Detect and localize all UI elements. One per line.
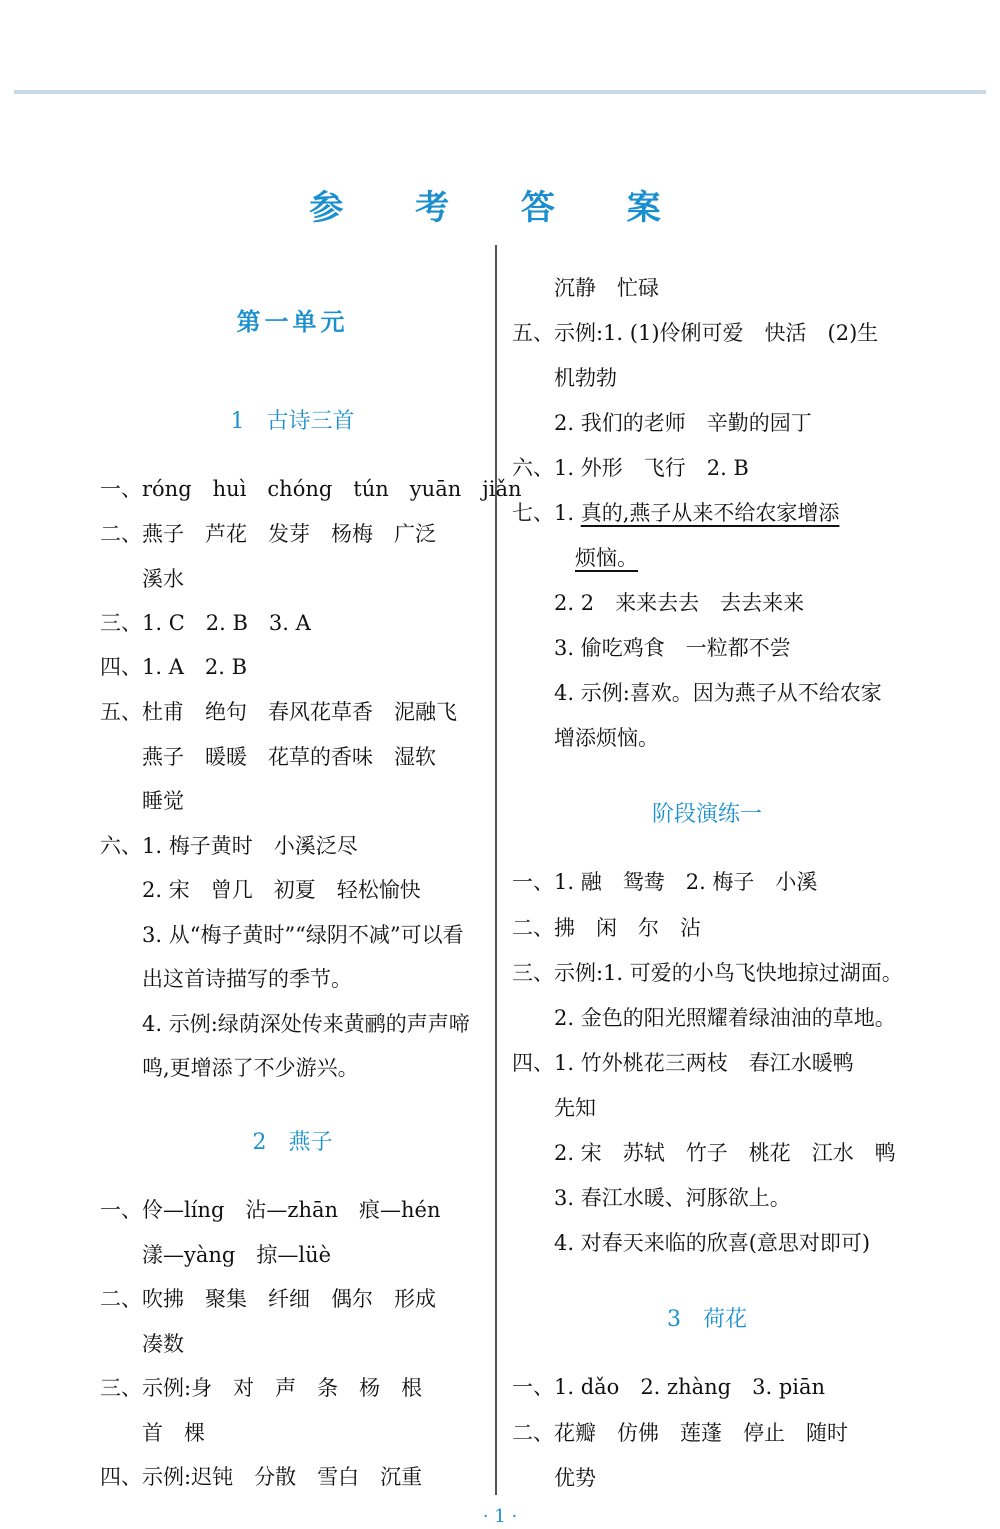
lesson-2-heading: 2 燕子 — [252, 1130, 333, 1155]
answer-line: 机勃勃 — [512, 366, 617, 390]
answer-line: 三、示例:1. 可爱的小鸟飞快地掠过湖面。 — [512, 961, 903, 985]
answer-line: 六、1. 梅子黄时 小溪泛尽 — [100, 834, 358, 858]
answer-line: 一、1. 融 鸳鸯 2. 梅子 小溪 — [512, 870, 818, 894]
answer-line — [575, 543, 638, 573]
answer-line: 四、1. A 2. B — [100, 655, 248, 679]
answer-line: 五、杜甫 绝句 春风花草香 泥融飞 — [100, 700, 457, 724]
underlined-answer: 真的,燕子从来不给农家增添 — [580, 501, 840, 525]
answer-line: 一、伶—líng 沾—zhān 痕—hén — [100, 1198, 441, 1222]
page-title: 参 考 答 案 — [309, 188, 691, 228]
answer-line: 优势 — [512, 1466, 596, 1490]
answer-line: 一、1. dǎo 2. zhàng 3. piān — [512, 1375, 826, 1399]
answer-prefix: 七、1. — [512, 501, 581, 525]
column-divider — [495, 245, 497, 1495]
page-number: · 1 · — [482, 1506, 518, 1527]
answer-line: 燕子 暖暖 花草的香味 湿软 — [100, 745, 436, 769]
answer-line: 六、1. 外形 飞行 2. B — [512, 456, 749, 480]
lesson-3-heading: 3 荷花 — [667, 1307, 747, 1332]
answer-line: 五、示例:1. (1)伶俐可爱 快活 (2)生 — [512, 321, 879, 345]
answer-line: 4. 对春天来临的欣喜(意思对即可) — [512, 1231, 871, 1255]
unit-heading: 第一单元 — [236, 307, 349, 336]
answer-line: 2. 2 来来去去 去去来来 — [512, 591, 805, 615]
answer-line: 三、示例:身 对 声 条 杨 根 — [100, 1376, 423, 1400]
answer-line: 凑数 — [100, 1332, 184, 1356]
answer-line: 二、吹拂 聚集 纤细 偶尔 形成 — [100, 1287, 436, 1311]
answer-line: 二、燕子 芦花 发芽 杨梅 广泛 — [100, 522, 436, 546]
stage-practice-heading: 阶段演练一 — [651, 802, 762, 827]
answer-line: 2. 宋 曾几 初夏 轻松愉快 — [100, 878, 421, 902]
answer-line: 2. 宋 苏轼 竹子 桃花 江水 鸭 — [512, 1141, 896, 1165]
answer-line: 鸣,更增添了不少游兴。 — [100, 1056, 359, 1080]
answer-line: 4. 示例:喜欢。因为燕子从不给农家 — [512, 681, 882, 705]
answer-line: 一、róng huì chóng tún yuān jiǎn — [100, 477, 522, 501]
answer-line: 增添烦恼。 — [512, 726, 659, 750]
answer-line — [512, 498, 839, 528]
answer-line: 漾—yàng 掠—lüè — [100, 1243, 332, 1267]
answer-line: 2. 我们的老师 辛勤的园丁 — [512, 411, 812, 435]
answer-line: 溪水 — [100, 567, 184, 591]
answer-line: 3. 春江水暖、河豚欲上。 — [512, 1186, 791, 1210]
answer-line: 沉静 忙碌 — [512, 276, 659, 300]
underlined-answer: 烦恼。 — [575, 546, 638, 570]
answer-line: 四、示例:迟钝 分散 雪白 沉重 — [100, 1465, 423, 1489]
answer-line: 睡觉 — [100, 789, 184, 813]
answer-line: 三、1. C 2. B 3. A — [100, 611, 311, 635]
top-rule — [14, 90, 986, 94]
answer-line: 出这首诗描写的季节。 — [100, 967, 352, 991]
answer-line: 首 棵 — [100, 1421, 205, 1445]
lesson-1-heading: 1 古诗三首 — [230, 409, 355, 434]
answer-line: 二、花瓣 仿佛 莲蓬 停止 随时 — [512, 1421, 848, 1445]
answer-line: 4. 示例:绿荫深处传来黄鹂的声声啼 — [100, 1012, 470, 1036]
answer-line: 先知 — [512, 1096, 596, 1120]
answer-line: 2. 金色的阳光照耀着绿油油的草地。 — [512, 1006, 896, 1030]
answer-line: 四、1. 竹外桃花三两枝 春江水暖鸭 — [512, 1051, 854, 1075]
answer-line: 3. 从“梅子黄时”“绿阴不减”可以看 — [100, 923, 464, 947]
answer-line: 3. 偷吃鸡食 一粒都不尝 — [512, 636, 791, 660]
answer-line: 二、拂 闲 尔 沾 — [512, 916, 701, 940]
